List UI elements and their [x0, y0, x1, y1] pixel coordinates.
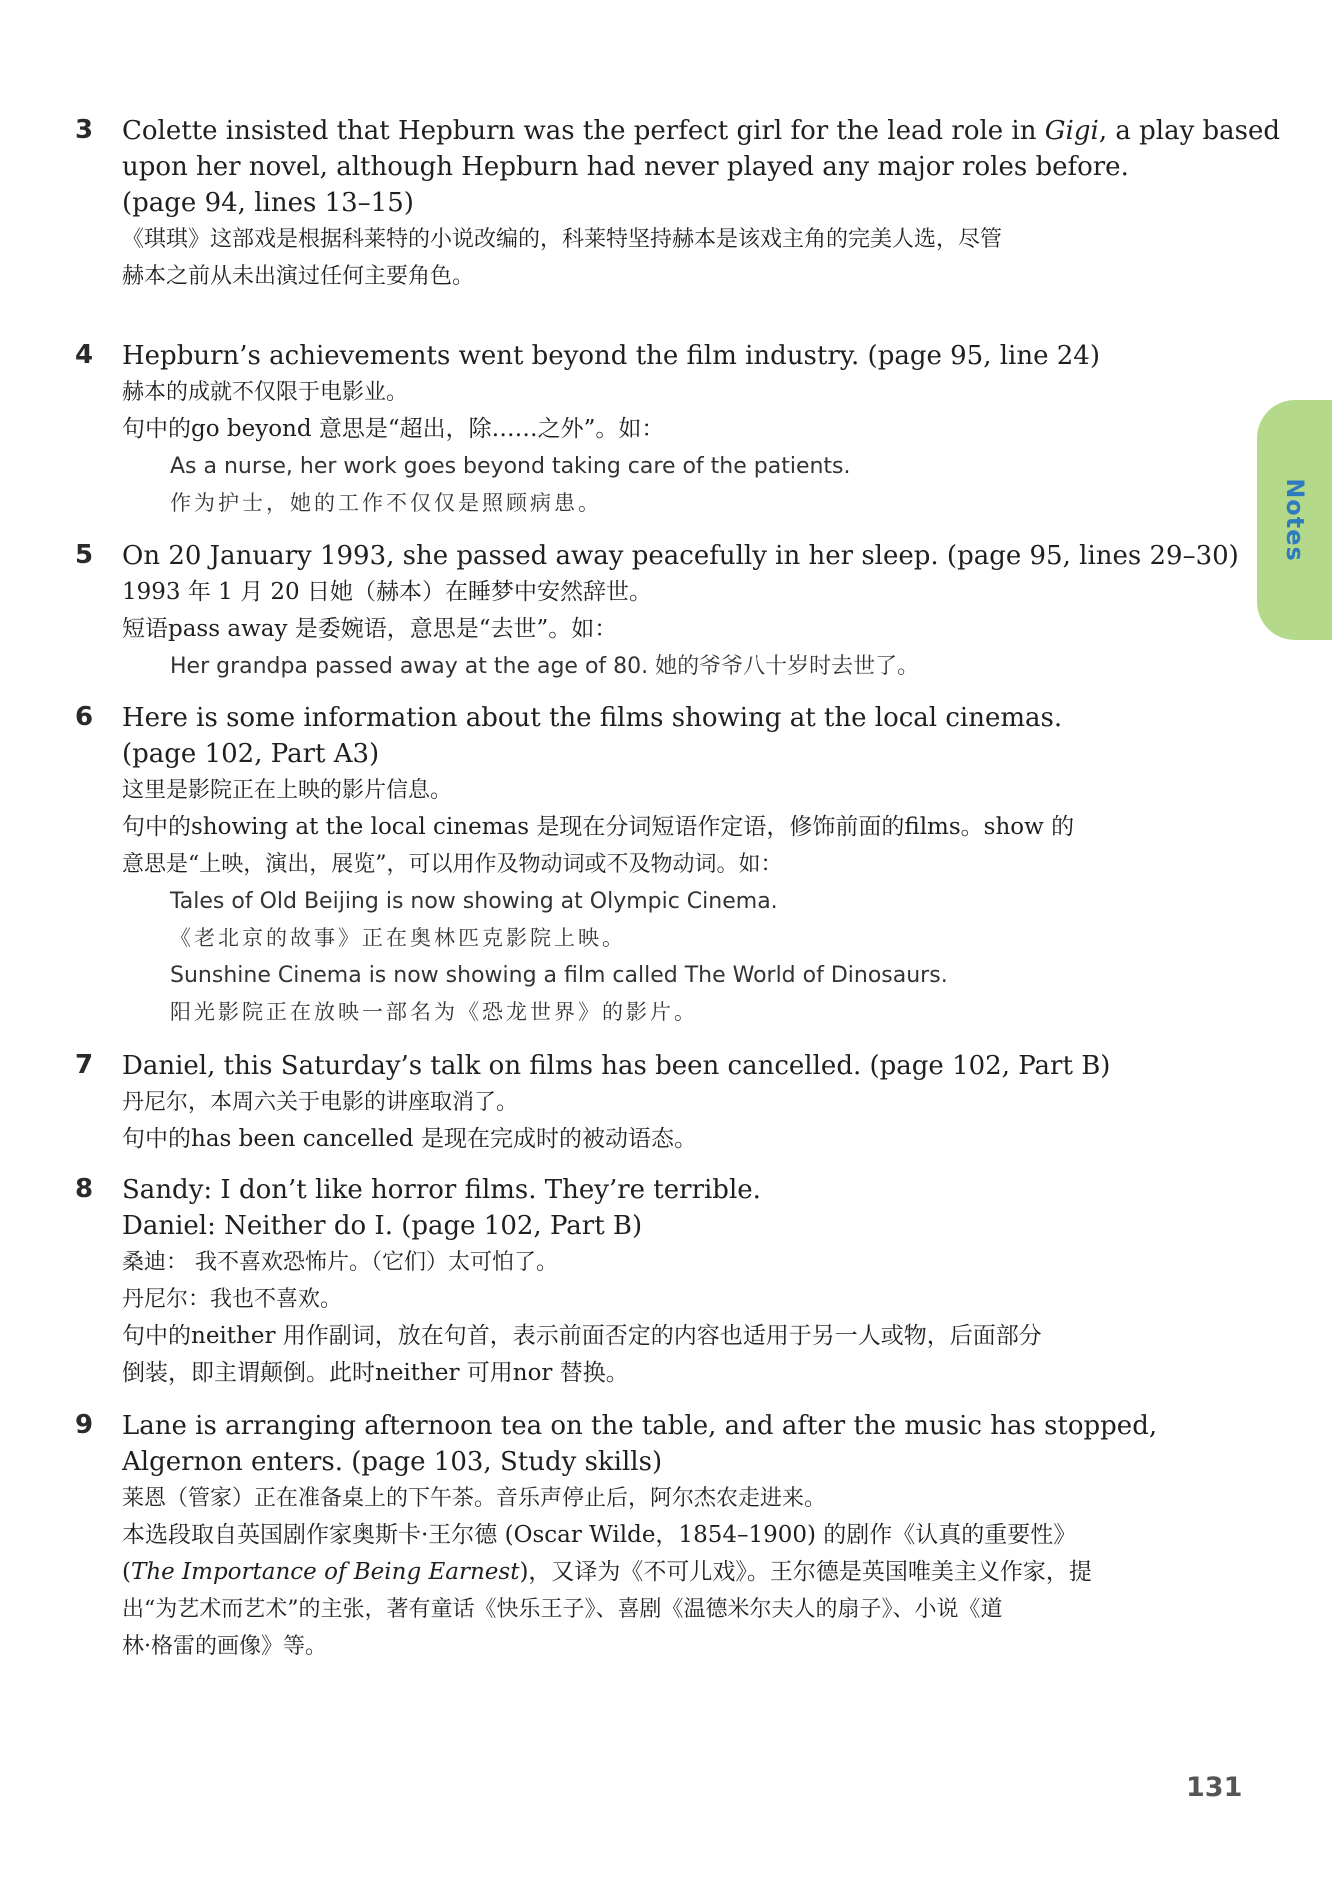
note-line: Here is some information about the films showing at the local cinemas.: [122, 703, 1063, 733]
note-explanation: 句中的neither 用作副词，放在句首，表示前面否定的内容也适用于另一人或物，后面部分: [122, 1323, 1042, 1349]
example-sentence: Sunshine Cinema is now showing a film called The World of Dinosaurs.: [170, 963, 948, 988]
note-reference: (page 94, lines 13–15): [122, 188, 414, 218]
note-line: Lane is arranging afternoon tea on the table, and after the music has stopped,: [122, 1411, 1158, 1441]
example-sentence: As a nurse, her work goes beyond taking care of the patients.: [170, 454, 851, 479]
note-line: upon her novel, although Hepburn had never played any major roles before.: [122, 152, 1129, 182]
note-translation: 桑迪： 我不喜欢恐怖片。（它们）太可怕了。: [122, 1250, 558, 1275]
note-body: [122, 1172, 1242, 1392]
example-translation: 作为护士，她的工作不仅仅是照顾病患。: [170, 491, 602, 515]
note-body: [122, 113, 1281, 295]
note-translation: 1993 年 1 月 20 日她（赫本）在睡梦中安然辞世。: [122, 579, 652, 605]
note-number: 9: [75, 1410, 94, 1440]
note-number: 8: [75, 1174, 94, 1204]
example-translation: 阳光影院正在放映一部名为《恐龙世界》的影片。: [170, 1000, 698, 1024]
note-translation: 丹尼尔：我也不喜欢。: [122, 1287, 343, 1312]
note-explanation: 句中的has been cancelled 是现在完成时的被动语态。: [122, 1126, 697, 1152]
note-number: 4: [75, 340, 94, 370]
note-body: [122, 1048, 1242, 1158]
note-number: 3: [75, 115, 94, 145]
note-explanation: 意思是“上映，演出，展览”，可以用作及物动词或不及物动词。如：: [122, 852, 783, 877]
note-explanation: 出“为艺术而艺术”的主张，著有童话《快乐王子》、喜剧《温德米尔夫人的扇子》、小说《道: [122, 1597, 1003, 1622]
page-number: 131: [1186, 1772, 1243, 1803]
example-translation: 《老北京的故事》正在奥林匹克影院上映。: [170, 926, 626, 950]
notes-side-tab[interactable]: [1257, 400, 1332, 640]
play-title: Gigi: [1044, 116, 1099, 146]
note-explanation: 林·格雷的画像》等。: [122, 1634, 327, 1659]
note-number: 6: [75, 702, 94, 732]
note-translation: 这里是影院正在上映的影片信息。: [122, 778, 453, 803]
dialogue-line: Sandy: I don’t like horror films. They’re terrible.: [122, 1175, 761, 1205]
note-explanation: 句中的showing at the local cinemas 是现在分词短语作定语，修饰前面的films。show 的: [122, 814, 1075, 840]
dialogue-line: Daniel: Neither do I. (page 102, Part B): [122, 1211, 643, 1241]
note-line: Hepburn’s achievements went beyond the film industry. (page 95, line 24): [122, 341, 1100, 371]
note-translation: 赫本的成就不仅限于电影业。: [122, 380, 409, 405]
note-explanation: 短语pass away 是委婉语，意思是“去世”。如：: [122, 616, 618, 642]
play-title: The Importance of Being Earnest: [130, 1559, 520, 1585]
note-translation: 丹尼尔，本周六关于电影的讲座取消了。: [122, 1090, 519, 1115]
note-explanation: (The Importance of Being Earnest)，又译为《不可儿戏》。王尔德是英国唯美主义作家，提: [122, 1559, 1092, 1585]
note-number: 5: [75, 540, 94, 570]
note-line: Daniel, this Saturday’s talk on films has been cancelled. (page 102, Part B): [122, 1051, 1111, 1081]
note-explanation: 倒装，即主谓颠倒。此时neither 可用nor 替换。: [122, 1360, 629, 1386]
example-sentence: Her grandpa passed away at the age of 80. 她的爷爷八十岁时去世了。: [170, 654, 920, 679]
note-translation: 《琪琪》这部戏是根据科莱特的小说改编的，科莱特坚持赫本是该戏主角的完美人选，尽管: [122, 227, 1003, 252]
note-line: Colette insisted that Hepburn was the perfect girl for the lead role in Gigi, a play based: [122, 116, 1281, 146]
example-sentence: Tales of Old Beijing is now showing at Olympic Cinema.: [170, 889, 778, 914]
note-translation: 赫本之前从未出演过任何主要角色。: [122, 264, 475, 289]
note-body: [122, 700, 1242, 1031]
note-translation: 莱恩（管家）正在准备桌上的下午茶。音乐声停止后，阿尔杰农走进来。: [122, 1486, 827, 1511]
note-explanation: 本选段取自英国剧作家奥斯卡·王尔德 (Oscar Wilde，1854–1900) 的剧作《认真的重要性》: [122, 1522, 1077, 1548]
note-reference: Algernon enters. (page 103, Study skills): [122, 1447, 663, 1477]
note-explanation: 句中的go beyond 意思是“超出，除……之外”。如：: [122, 416, 665, 442]
notes-tab-label: Notes: [1280, 478, 1309, 562]
note-number: 7: [75, 1050, 94, 1080]
note-body: [122, 1408, 1242, 1665]
note-reference: (page 102, Part A3): [122, 739, 380, 769]
note-body: [122, 338, 1242, 522]
note-body: [122, 538, 1242, 685]
note-line: On 20 January 1993, she passed away peacefully in her sleep. (page 95, lines 29–30): [122, 541, 1239, 571]
